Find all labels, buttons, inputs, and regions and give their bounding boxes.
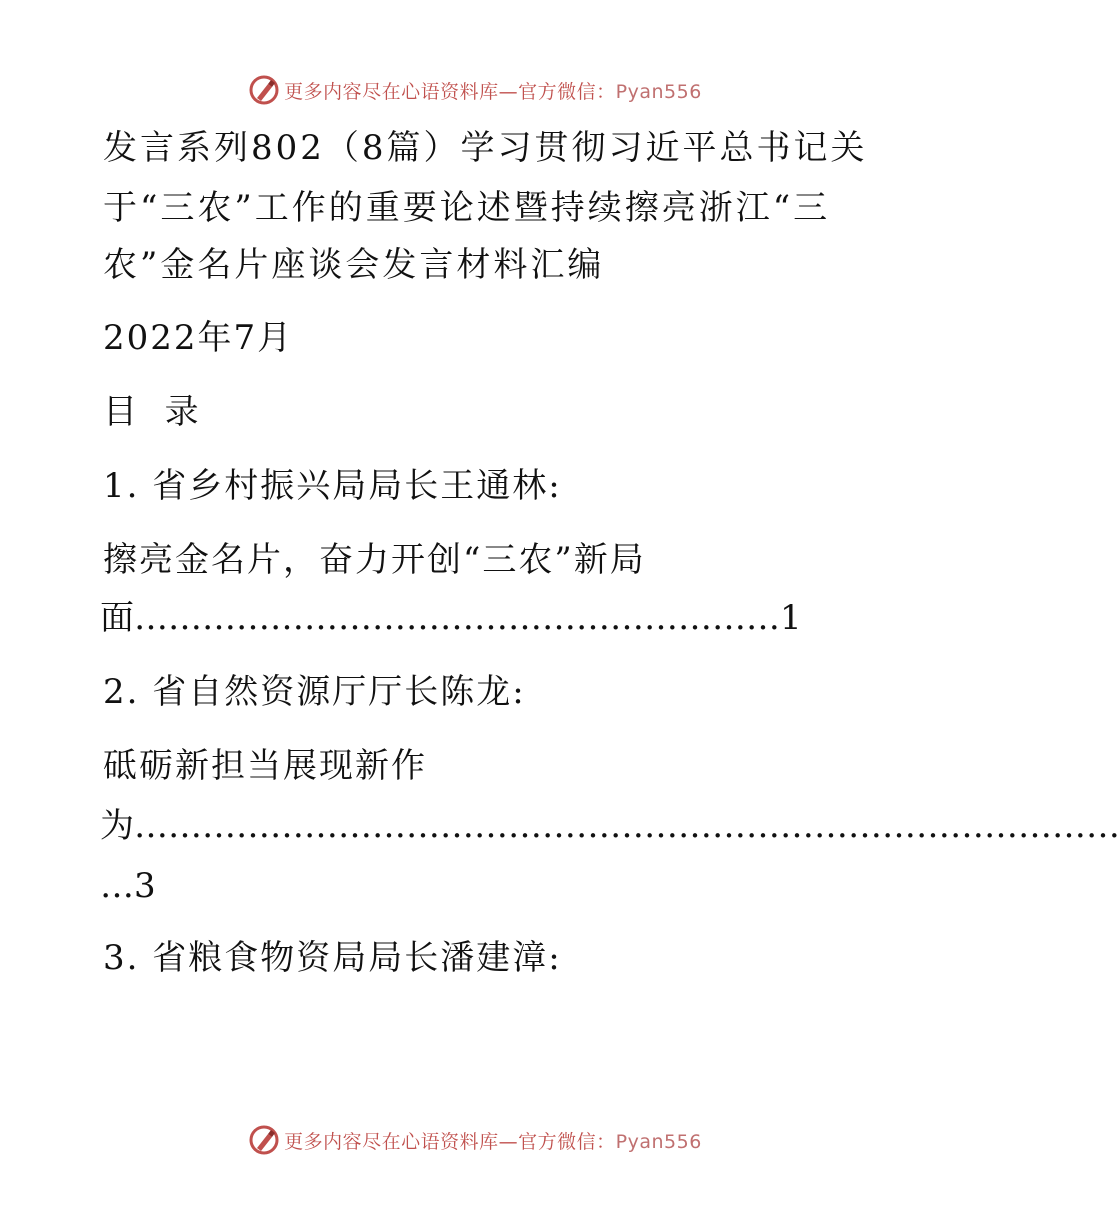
- fountain-pen-logo-icon: [248, 1124, 280, 1156]
- watermark-wechat-id: Pyan556: [615, 1130, 702, 1153]
- document-title-line-1: 发言系列802（8篇）学习贯彻习近平总书记关: [103, 128, 868, 168]
- watermark-site-text: 更多内容尽在心语资料库—官方微信：: [284, 80, 616, 103]
- toc-entry-2-title: 砥砺新担当展现新作: [103, 746, 427, 786]
- document-date: 2022年7月: [103, 318, 294, 358]
- watermark-banner-top: [0, 70, 950, 110]
- watermark-wechat-id: Pyan556: [615, 80, 702, 103]
- toc-entry-2-speaker: 2. 省自然资源厅厅长陈龙:: [103, 672, 526, 712]
- toc-entry-1-title: 擦亮金名片，奋力开创“三农”新局: [103, 540, 646, 580]
- toc-entry-1-leader: 面…………………………………………………1: [100, 598, 802, 638]
- toc-entry-2-leader: 为……………………………………………………………………………: [100, 806, 1120, 846]
- toc-entry-3-speaker: 3. 省粮食物资局局长潘建漳:: [103, 938, 562, 978]
- document-title-line-3: 农”金名片座谈会发言材料汇编: [103, 245, 605, 285]
- toc-heading: 目 录: [103, 392, 201, 432]
- toc-entry-2-page: …3: [100, 866, 156, 906]
- document-title-line-2: 于“三农”工作的重要论述暨持续擦亮浙江“三: [103, 188, 831, 228]
- watermark-text: [284, 1127, 702, 1154]
- watermark-text: [284, 77, 702, 104]
- toc-entry-1-speaker: 1. 省乡村振兴局局长王通林:: [103, 466, 562, 506]
- fountain-pen-logo-icon: [248, 74, 280, 106]
- watermark-banner-bottom: [0, 1120, 950, 1160]
- watermark-site-text: 更多内容尽在心语资料库—官方微信：: [284, 1130, 616, 1153]
